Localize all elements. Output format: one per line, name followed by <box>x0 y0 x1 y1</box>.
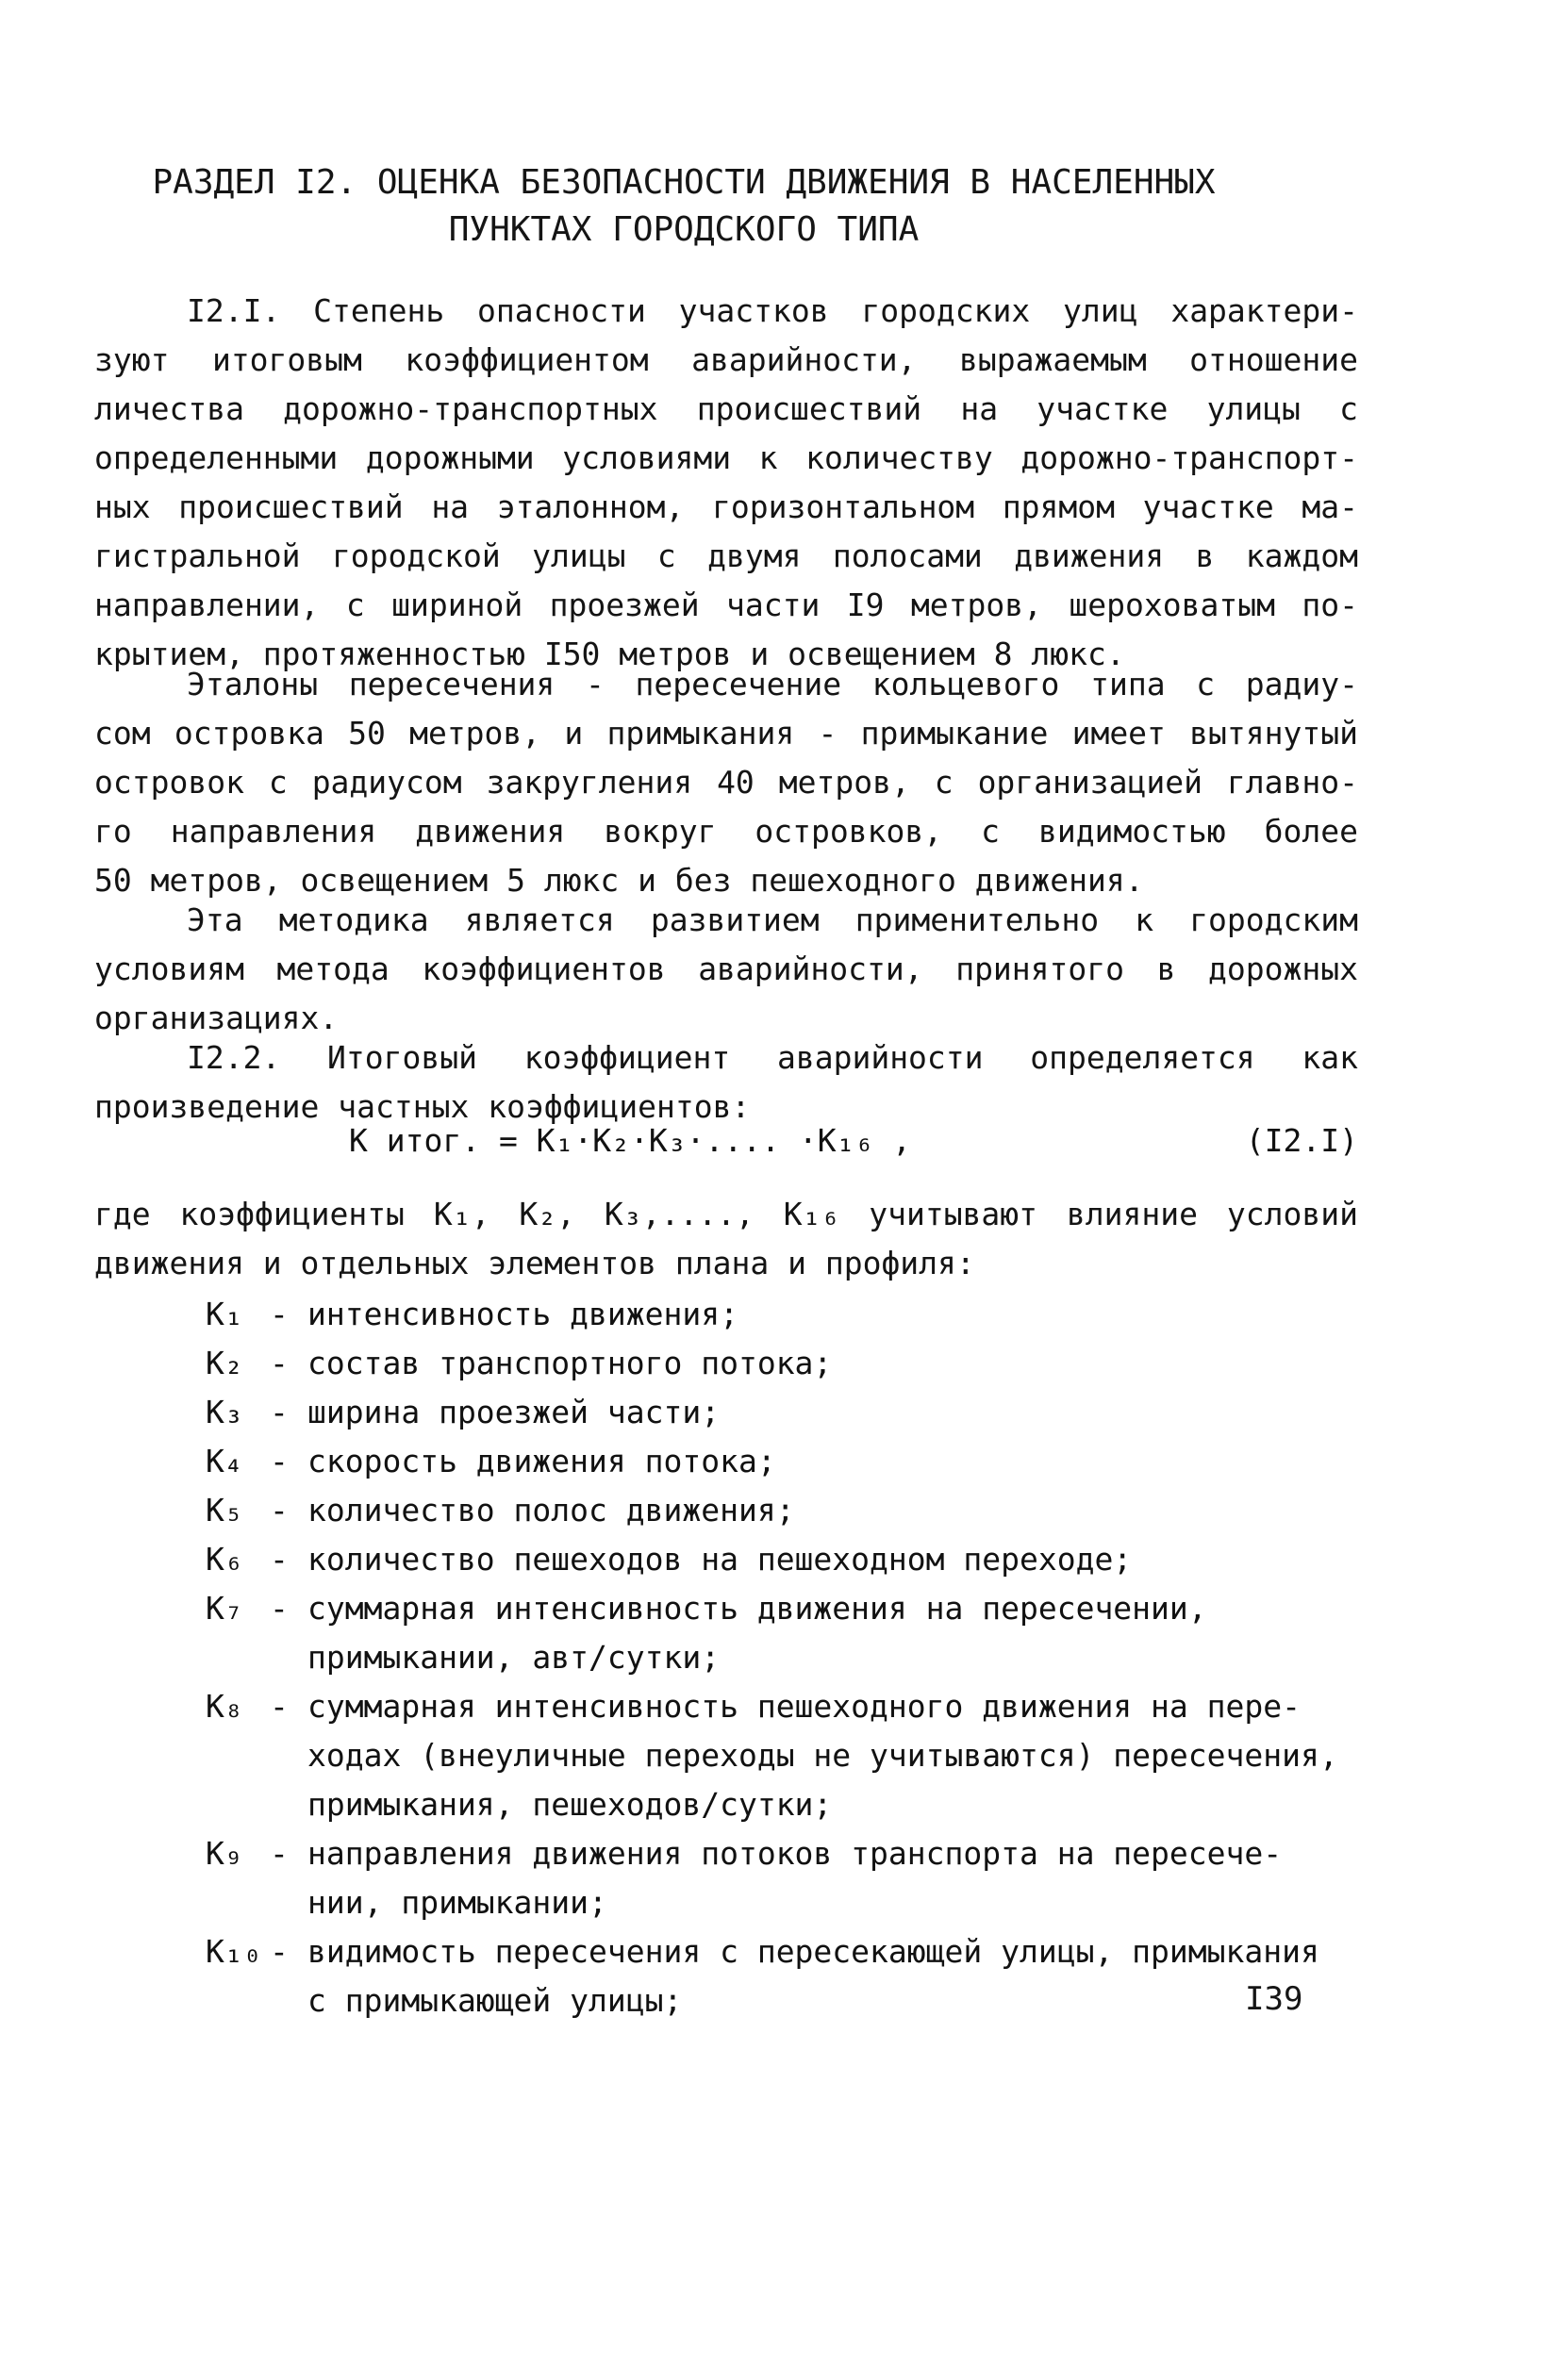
coefficient-symbol: K₅ <box>206 1492 243 1529</box>
coefficient-symbol: K₆ <box>206 1541 243 1578</box>
text-line: скорость движения потока; <box>307 1443 776 1479</box>
coefficient-description <box>307 1486 1373 1535</box>
coefficient-description <box>307 1388 1373 1437</box>
text-line: крытием, протяженностью I50 метров и освещением 8 люкс. <box>94 636 1125 672</box>
text-line: видимость пересечения с пересекающей улицы, примыкания <box>307 1933 1319 1970</box>
text-line: I2.2. Итоговый коэффициент аварийности определяется как <box>187 1039 1358 1076</box>
dash: - <box>270 1345 289 1381</box>
text-line: состав транспортного потока; <box>307 1345 833 1381</box>
coefficient-item <box>94 1535 1396 1584</box>
formula-expression: К итог. = K₁·K₂·K₃·.... ·K₁₆ , <box>349 1122 912 1159</box>
coefficient-item <box>94 1486 1396 1535</box>
text-line: интенсивность движения; <box>307 1296 738 1332</box>
formula-12-1 <box>94 1122 1358 1175</box>
paragraph-12-2 <box>94 1033 1358 1132</box>
text-line: количество полос движения; <box>307 1492 795 1529</box>
coefficient-item <box>94 1437 1396 1486</box>
coefficient-symbol: K₉ <box>206 1835 243 1872</box>
text-line: движения и отдельных элементов плана и профиля: <box>94 1245 975 1281</box>
text-line: организациях. <box>94 1000 339 1036</box>
text-line: личества дорожно-транспортных происшествий на участке улицы с <box>94 390 1358 427</box>
text-line: го направления движения вокруг островков, с видимостью более <box>94 813 1358 850</box>
coefficient-item <box>94 1339 1396 1388</box>
text-line: определенными дорожными условиями к количеству дорожно-транспорт- <box>94 439 1358 476</box>
dash: - <box>270 1590 289 1627</box>
text-line: суммарная интенсивность движения на пересечении, <box>307 1590 1207 1627</box>
text-line: количество пешеходов на пешеходном переходе; <box>307 1541 1133 1578</box>
text-line: примыкании, авт/сутки; <box>307 1639 721 1676</box>
text-line: гистральной городской улицы с двумя полосами движения в каждом <box>94 537 1358 574</box>
text-line: сом островка 50 метров, и примыкания - примыкание имеет вытянутый <box>94 715 1358 752</box>
paragraph-reference-standards <box>94 660 1358 905</box>
dash: - <box>270 1541 289 1578</box>
text-line: Эта методика является развитием применительно к городским <box>187 901 1358 938</box>
text-line: ных происшествий на эталонном, горизонтальном прямом участке ма- <box>94 488 1358 525</box>
coefficient-item <box>94 1927 1396 2025</box>
coefficient-symbol: K₃ <box>206 1394 243 1430</box>
text-line: направления движения потоков транспорта на пересече- <box>307 1835 1283 1872</box>
coefficient-description <box>307 1682 1373 1829</box>
dash: - <box>270 1492 289 1529</box>
paragraph-12-1 <box>94 287 1358 679</box>
coefficient-description <box>307 1437 1373 1486</box>
dash: - <box>270 1933 289 1970</box>
text-line: ходах (внеуличные переходы не учитываются) пересечения, <box>307 1737 1338 1774</box>
coefficient-symbol: K₇ <box>206 1590 243 1627</box>
dash: - <box>270 1296 289 1332</box>
paragraph-methodology <box>94 896 1358 1043</box>
coefficient-item <box>94 1584 1396 1682</box>
coefficient-description <box>307 1927 1373 2025</box>
coefficient-description <box>307 1829 1373 1927</box>
coefficient-description <box>307 1339 1373 1388</box>
paragraph-coefficients-intro <box>94 1190 1358 1288</box>
text-line: примыкания, пешеходов/сутки; <box>307 1786 833 1823</box>
coefficient-symbol: K₄ <box>206 1443 243 1479</box>
section-title: РАЗДЕЛ I2. ОЦЕНКА БЕЗОПАСНОСТИ ДВИЖЕНИЯ В НАСЕЛЕННЫХ <box>152 163 1216 202</box>
coefficient-item <box>94 1290 1396 1339</box>
dash: - <box>270 1835 289 1872</box>
coefficient-symbol: K₁₀ <box>206 1933 262 1970</box>
text-line: I2.I. Степень опасности участков городских улиц характери- <box>187 292 1358 329</box>
text-line: островок с радиусом закругления 40 метров, с организацией главно- <box>94 764 1358 801</box>
coefficient-item <box>94 1682 1396 1829</box>
text-line: 50 метров, освещением 5 люкс и без пешеходного движения. <box>94 862 1144 899</box>
text-line: направлении, с шириной проезжей части I9 метров, шероховатым по- <box>94 587 1358 623</box>
coefficient-symbol: K₂ <box>206 1345 243 1381</box>
coefficient-description <box>307 1584 1373 1682</box>
section-subtitle: ПУНКТАХ ГОРОДСКОГО ТИПА <box>448 210 920 249</box>
coefficient-item <box>94 1388 1396 1437</box>
text-line: нии, примыкании; <box>307 1884 607 1921</box>
dash: - <box>270 1688 289 1725</box>
equation-number: (I2.I) <box>1245 1122 1358 1159</box>
text-line: зуют итоговым коэффициентом аварийности, выражаемым отношение <box>94 341 1358 378</box>
coefficient-description <box>307 1290 1373 1339</box>
page-number: I39 <box>1245 1980 1303 2018</box>
text-line: Эталоны пересечения - пересечение кольцевого типа с радиу- <box>187 666 1358 702</box>
coefficient-list <box>94 1290 1396 2025</box>
coefficient-item <box>94 1829 1396 1927</box>
coefficient-description <box>307 1535 1373 1584</box>
text-line: суммарная интенсивность пешеходного движения на пере- <box>307 1688 1301 1725</box>
text-line: с примыкающей улицы; <box>307 1982 683 2019</box>
text-line: ширина проезжей части; <box>307 1394 721 1430</box>
text-line: произведение частных коэффициентов: <box>94 1088 751 1125</box>
text-line: условиям метода коэффициентов аварийности, принятого в дорожных <box>94 950 1358 987</box>
dash: - <box>270 1394 289 1430</box>
coefficient-symbol: K₁ <box>206 1296 243 1332</box>
text-line: где коэффициенты K₁, K₂, K₃,...., K₁₆ учитывают влияние условий <box>94 1196 1358 1232</box>
dash: - <box>270 1443 289 1479</box>
coefficient-symbol: K₈ <box>206 1688 243 1725</box>
